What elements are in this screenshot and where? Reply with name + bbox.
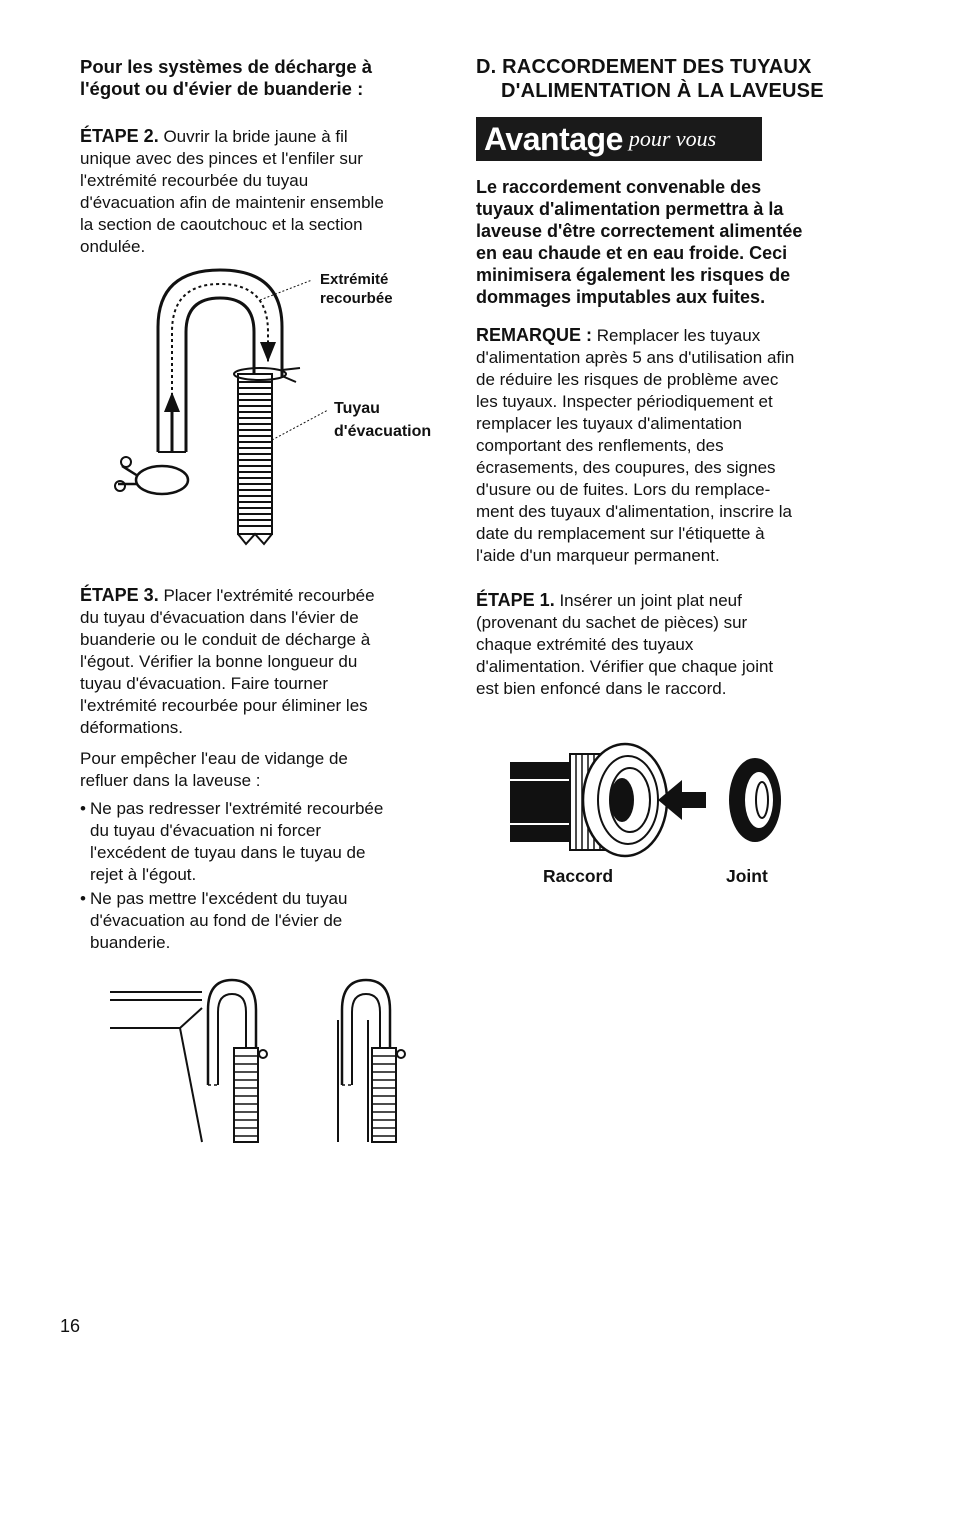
intro-bold: Le raccordement convenable des tuyaux d'alimentation permettra à la laveuse d'être correctement alimentée en eau chaude et en eau froide. Ceci minimisera également les risques de dommages imputables aux fuites. [476,177,803,307]
sink-and-standpipe-figure [110,970,430,1150]
step-3: ÉTAPE 3. Placer l'extrémité recourbée du tuyau d'évacuation dans l'évier de buanderie ou le conduit de décharge à l'égout. Vérifier la bonne longueur du tuyau d'évacuation. Faire tourner l'extrémité recourbée pour éliminer les déformations. [80,585,375,737]
page-number: 16 [60,1316,81,1336]
benefit-banner: Avantage pour vous [476,117,762,161]
step-2-label: ÉTAPE 2. [80,126,159,146]
caption-washer: Joint [726,866,768,886]
fitting-icon [570,744,667,856]
fitting-washer-figure [510,740,810,860]
warning-list [80,798,452,956]
remarque-label: REMARQUE : [476,325,592,345]
caption-fitting: Raccord [543,866,614,886]
list-item: • Ne pas redresser l'extrémité recourbée du tuyau d'évacuation ni forcer l'excédent de tuyau dans le tuyau de rejet à l'égout. [80,798,452,886]
clamp-icon [115,457,188,494]
step-3-label: ÉTAPE 3. [80,585,159,605]
section-title: D. RACCORDEMENT DES TUYAUX D'ALIMENTATION À LA LAVEUSE [476,56,824,102]
step-1-label: ÉTAPE 1. [476,590,555,610]
step-1: ÉTAPE 1. Insérer un joint plat neuf (provenant du sachet de pièces) sur chaque extrémité des tuyaux d'alimentation. Vérifier que chaque joint est bien enfoncé dans le raccord. [476,590,774,698]
step-2: ÉTAPE 2. Ouvrir la bride jaune à fil unique avec des pinces et l'enfiler sur l'extrémité recourbée du tuyau d'évacuation afin de maintenir ensemble la section de caoutchouc et la section ondulée. [80,126,384,256]
washer-icon [729,758,781,842]
prevent-backflow: Pour empêcher l'eau de vidange de refluer dans la laveuse : [80,749,348,790]
left-heading: Pour les systèmes de décharge à l'égout ou d'évier de buanderie : [80,56,373,99]
list-item: • Ne pas mettre l'excédent du tuyau d'évacuation au fond de l'évier de buanderie. [80,888,452,954]
corrugated-section [238,374,272,544]
remarque: REMARQUE : Remplacer les tuyaux d'alimentation après 5 ans d'utilisation afin de réduire les risques de problème avec les tuyaux. Inspecter périodiquement et remplacer les tuyaux d'alimentation comportant des renflements, des écrasements, des coupures, des signes d'usure ou de fuites. Lors du remplace- ment des tuyaux d'alimentation, inscrire la date du remplacement sur l'étiquette à l'aide d'un marqueur permanent. [476,325,795,565]
label-bend: Extrémité recourbée [320,271,393,307]
label-hose: Tuyau d'évacuation [334,400,432,440]
